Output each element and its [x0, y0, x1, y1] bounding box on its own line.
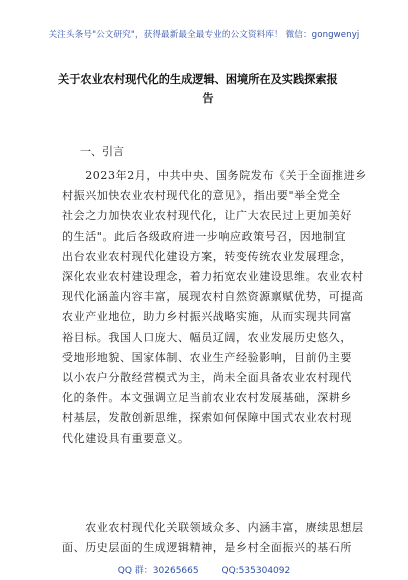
paragraph-line: 化的条件。本文强调立足当前农业农村发展基础，深耕乡	[62, 391, 352, 405]
paragraph-line: 现代化涵盖内容丰富，展现农村自然资源禀赋优势，可提高	[62, 290, 364, 304]
title-line-2: 告	[202, 91, 214, 105]
paragraph-line: 出台农业农村现代化建设方案，转变传统农业发展理念，	[62, 249, 352, 263]
footer-qq-group: QQ 群：30265665	[117, 566, 199, 576]
paragraph-line: 面、历史层面的生成逻辑精神，是乡村全面振兴的基石所	[62, 541, 352, 555]
paragraph-line: 村基层，发散创新思维，探索如何保障中国式农业农村现	[62, 411, 352, 425]
header-promo-note: 关注头条号"公文研究"，获得最新最全最专业的公文资料库！ 微信：gongwenyj	[48, 30, 360, 40]
paragraph-line: 的生活"。此后各级政府进一步响应政策号召，因地制宜	[62, 229, 347, 243]
paragraph-line: 受地形地貌、国家体制、农业生产经验影响，目前仍主要	[62, 350, 352, 364]
paragraph-line: 农业农村现代化关联领域众多、内涵丰富，赓续思想层	[62, 521, 364, 534]
footer-contact	[0, 563, 408, 576]
paragraph-line: 村振兴加快农业农村现代化的意见》，指出要"举全党全	[62, 189, 341, 203]
paragraph-line: 以小农户分散经营模式为主，尚未全面具备农业农村现代	[62, 371, 352, 385]
paragraph-2	[62, 518, 364, 558]
paragraph-line: 代化建设具有重要意义。	[62, 431, 190, 445]
paragraph-line: 深化农业农村建设理念，着力拓宽农业建设思维。农业农村	[62, 270, 364, 284]
paragraph-1	[62, 166, 367, 449]
title-line-1: 关于农业农村现代化的生成逻辑、困境所在及实践探索报	[58, 72, 338, 86]
paragraph-line: 社会之力加快农业农村现代化，让广大农民过上更加美好	[62, 209, 352, 223]
paragraph-line: 2023年2月，中共中央、国务院发布《关于全面推进乡	[62, 169, 367, 182]
footer-qq-number: QQ:535304092	[221, 566, 291, 576]
paragraph-line: 裕目标。我国人口庞大、幅员辽阔，农业发展历史悠久，	[62, 330, 352, 344]
section-heading-introduction: 一、引言	[80, 145, 124, 158]
document-title	[58, 70, 358, 108]
paragraph-line: 农业产业地位，助力乡村振兴战略实施，从而实现共同富	[62, 310, 352, 324]
